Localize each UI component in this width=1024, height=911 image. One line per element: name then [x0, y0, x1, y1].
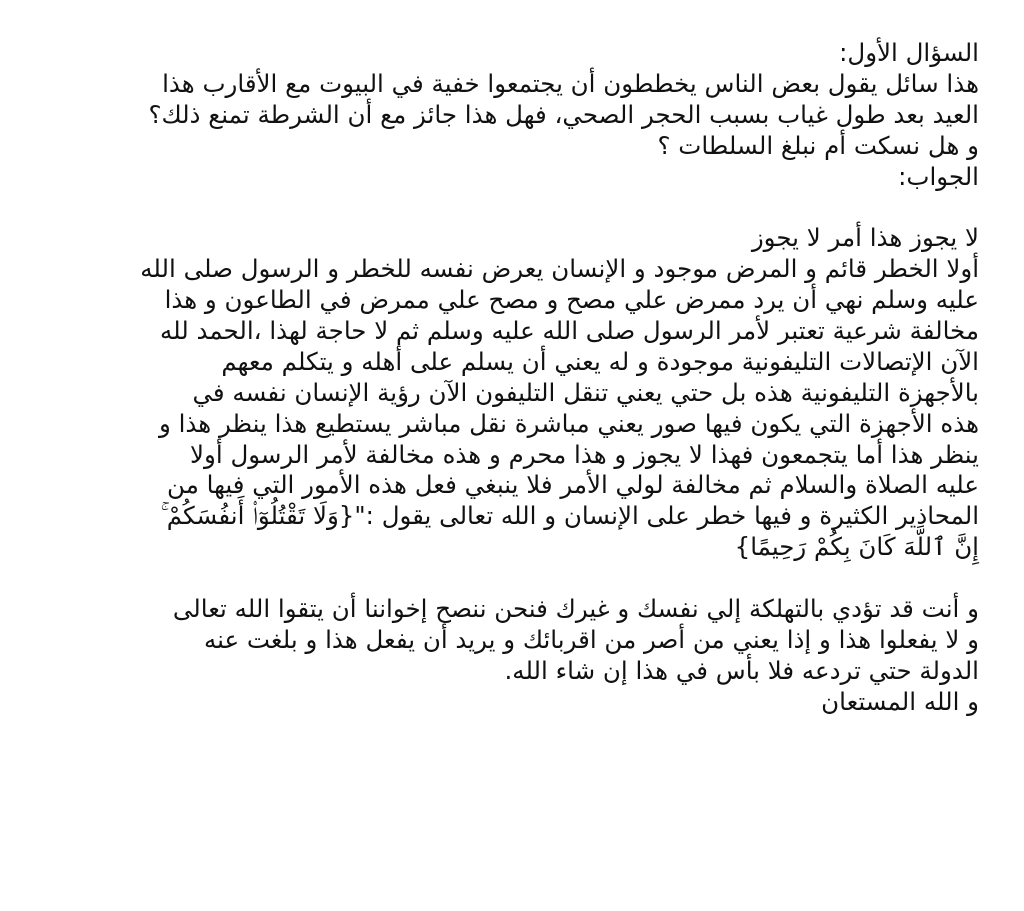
answer-line: عليه الصلاة والسلام ثم مخالفة لولي الأمر فلا ينبغي فعل هذه الأمور التي فيها من	[167, 470, 979, 500]
answer-line: و لا يفعلوا هذا و إذا يعني من أصر من اقربائك و يريد أن يفعل هذا و بلغت عنه	[203, 624, 979, 654]
blank-line	[39, 192, 979, 223]
answer-line: أولا الخطر قائم و المرض موجود و الإنسان يعرض نفسه للخطر و الرسول صلى الله	[140, 254, 979, 284]
answer-heading: الجواب:	[898, 161, 979, 191]
blank-line	[39, 563, 979, 594]
answer-line: هذه الأجهزة التي يكون فيها صور يعني مباشرة نقل مباشر يستطيع هذا ينظر هذا و	[159, 408, 979, 438]
answer-line: و أنت قد تؤدي بالتهلكة إلي نفسك و غيرك فنحن ننصح إخواننا أن يتقوا الله تعالى	[172, 594, 979, 624]
answer-line: ينظر هذا أما يتجمعون فهذا لا يجوز و هذا محرم و هذه مخالفة لأمر الرسول أولا	[190, 439, 979, 469]
fatwa-document	[39, 38, 979, 718]
answer-line: لا يجوز هذا أمر لا يجوز	[751, 223, 979, 253]
answer-line: عليه وسلم نهي أن يرد ممرض علي مصح و مصح علي ممرض في الطاعون و هذا	[164, 285, 979, 315]
question-line: و هل نسكت أم نبلغ السلطات ؟	[657, 130, 979, 160]
answer-line: مخالفة شرعية تعتبر لأمر الرسول صلى الله عليه وسلم ثم لا حاجة لهذا ،الحمد لله	[160, 316, 979, 346]
closing-line: و الله المستعان	[821, 686, 979, 716]
answer-line: الدولة حتي تردعه فلا بأس في هذا إن شاء الله.	[504, 655, 979, 685]
answer-line: الآن الإتصالات التليفونية موجودة و له يعني أن يسلم على أهله و يتكلم معهم	[221, 346, 979, 376]
quran-verse-line: إِنَّ ٱللَّهَ كَانَ بِكُمْ رَحِيمًا}	[734, 532, 979, 562]
question-line: هذا سائل يقول بعض الناس يخططون أن يجتمعوا خفية في البيوت مع الأقارب هذا	[162, 68, 979, 98]
question-heading: السؤال الأول:	[839, 38, 979, 67]
answer-line: المحاذير الكثيرة و فيها خطر على الإنسان و الله تعالى يقول :"{وَلَا تَقْتُلُوٓا۟ أَنفُسَكُمْ ۚ	[160, 501, 979, 531]
question-line: العيد بعد طول غياب بسبب الحجر الصحي، فهل هذا جائز مع أن الشرطة تمنع ذلك؟	[148, 99, 979, 129]
answer-line: بالأجهزة التليفونية هذه بل حتي يعني تنقل التليفون الآن رؤية الإنسان نفسه في	[192, 377, 979, 407]
